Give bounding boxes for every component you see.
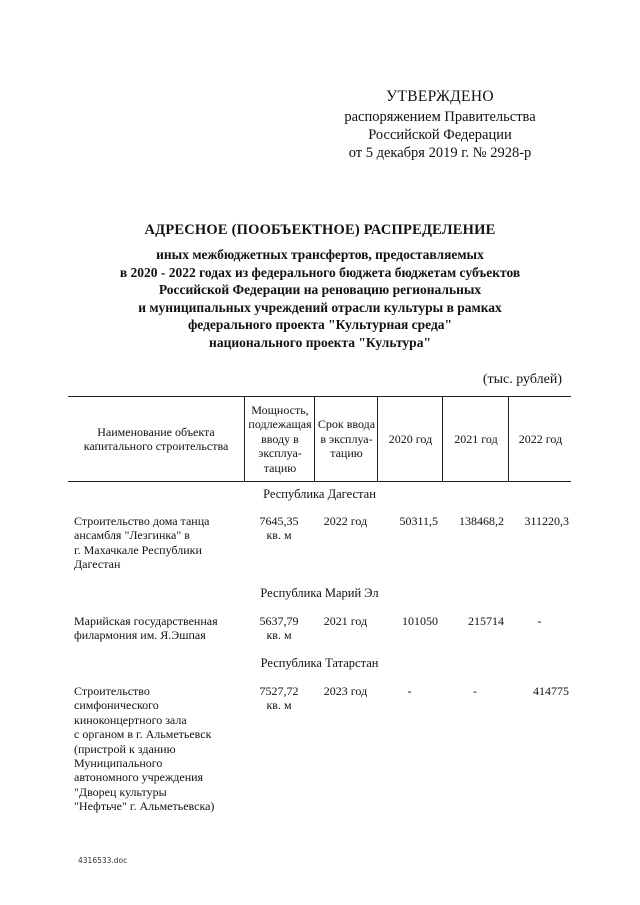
name-line: Муниципального (74, 756, 163, 771)
region-heading: Республика Татарстан (260, 656, 379, 670)
value-2020: 50311,5 (399, 514, 438, 528)
header-text: Срок ввода (317, 417, 376, 432)
name-line: Марийская государственная (74, 614, 218, 628)
header-text: эксплуа- (258, 446, 302, 461)
name-line: ансамбля "Лезгинка" в (74, 528, 190, 543)
commission-year: 2021 год (323, 614, 368, 628)
approval-stamp (320, 88, 560, 162)
capacity (244, 684, 314, 713)
name-line: филармония им. Я.Эшпая (74, 628, 206, 643)
document-title: АДРЕСНОЕ (ПООБЪЕКТНОЕ) РАСПРЕДЕЛЕНИЕ (144, 222, 496, 238)
name-line: "Нефтьче" г. Альметьевска) (74, 799, 215, 814)
name-line: Дагестан (74, 557, 121, 572)
header-text: Наименование объекта (97, 424, 215, 439)
object-name (74, 514, 244, 572)
header-text: в эксплуа- (320, 431, 373, 446)
name-line: Строительство дома танца (74, 514, 210, 528)
name-line: (пристрой к зданию (74, 741, 176, 756)
header-text: тацию (263, 460, 297, 475)
capacity (244, 614, 314, 643)
value-2021: 138468,2 (459, 514, 504, 528)
allocation-table (68, 396, 571, 814)
region-heading: Республика Дагестан (263, 487, 376, 501)
header-capacity (244, 397, 315, 481)
header-object-name (68, 397, 244, 481)
subtitle-line: Российской Федерации на реновацию региональных (158, 282, 482, 298)
subtitle-line: и муниципальных учреждений отрасли культуры в рамках (138, 299, 502, 315)
capacity-value: 7527,72 (259, 684, 299, 698)
capacity-value: 5637,79 (259, 614, 299, 628)
value-2020: - (407, 684, 412, 698)
value-2022: 311220,3 (524, 514, 569, 528)
region-heading: Республика Марий Эл (260, 586, 379, 600)
file-reference: 4316533.doc (78, 856, 128, 865)
header-2022: 2022 год (508, 397, 572, 481)
value-2021: 215714 (468, 614, 504, 628)
header-commission-date (314, 397, 378, 481)
capacity-unit: кв. м (266, 698, 292, 713)
name-line: "Дворец культуры (74, 784, 167, 799)
commission-year: 2022 год (323, 514, 368, 528)
name-line: киноконцертного зала (74, 712, 187, 727)
capacity-unit: кв. м (266, 528, 292, 543)
header-text: тацию (330, 446, 363, 461)
value-2021: - (473, 684, 477, 698)
subtitle-line: федерального проекта "Культурная среда" (187, 317, 453, 333)
approval-line-3: от 5 декабря 2019 г. № 2928-р (348, 145, 532, 161)
commission-year: 2023 год (323, 684, 368, 698)
name-line: Строительство (74, 684, 150, 698)
subtitle-line: национального проекта "Культура" (209, 334, 431, 350)
subtitle-line: в 2020 - 2022 годах из федерального бюджета бюджетам субъектов (119, 264, 521, 280)
name-line: симфонического (74, 698, 159, 713)
capacity (244, 514, 314, 543)
object-name (74, 614, 244, 643)
header-text: Мощность, (251, 402, 309, 417)
value-2022: 414775 (533, 684, 569, 698)
header-text: подлежащая (248, 417, 312, 432)
table-header (68, 396, 571, 482)
capacity-value: 7645,35 (259, 514, 299, 528)
value-2020: 101050 (402, 614, 438, 628)
object-name (74, 684, 244, 814)
approval-title: УТВЕРЖДЕНО (386, 88, 494, 105)
approval-line-2: Российской Федерации (368, 127, 512, 143)
subtitle-line: иных межбюджетных трансфертов, предоставляемых (156, 247, 484, 262)
name-line: с органом в г. Альметьевск (74, 727, 212, 742)
approval-line-1: распоряжением Правительства (344, 109, 536, 125)
capacity-unit: кв. м (266, 628, 292, 643)
header-2021: 2021 год (442, 397, 509, 481)
name-line: г. Махачкале Республики (74, 542, 202, 557)
header-text: капитального строительства (83, 439, 229, 453)
value-2022: - (537, 614, 542, 628)
units-note: (тыс. рублей) (482, 372, 562, 387)
document-subtitle (60, 246, 580, 352)
header-text: вводу в (261, 431, 299, 446)
name-line: автономного учреждения (74, 770, 204, 785)
header-2020: 2020 год (377, 397, 443, 481)
